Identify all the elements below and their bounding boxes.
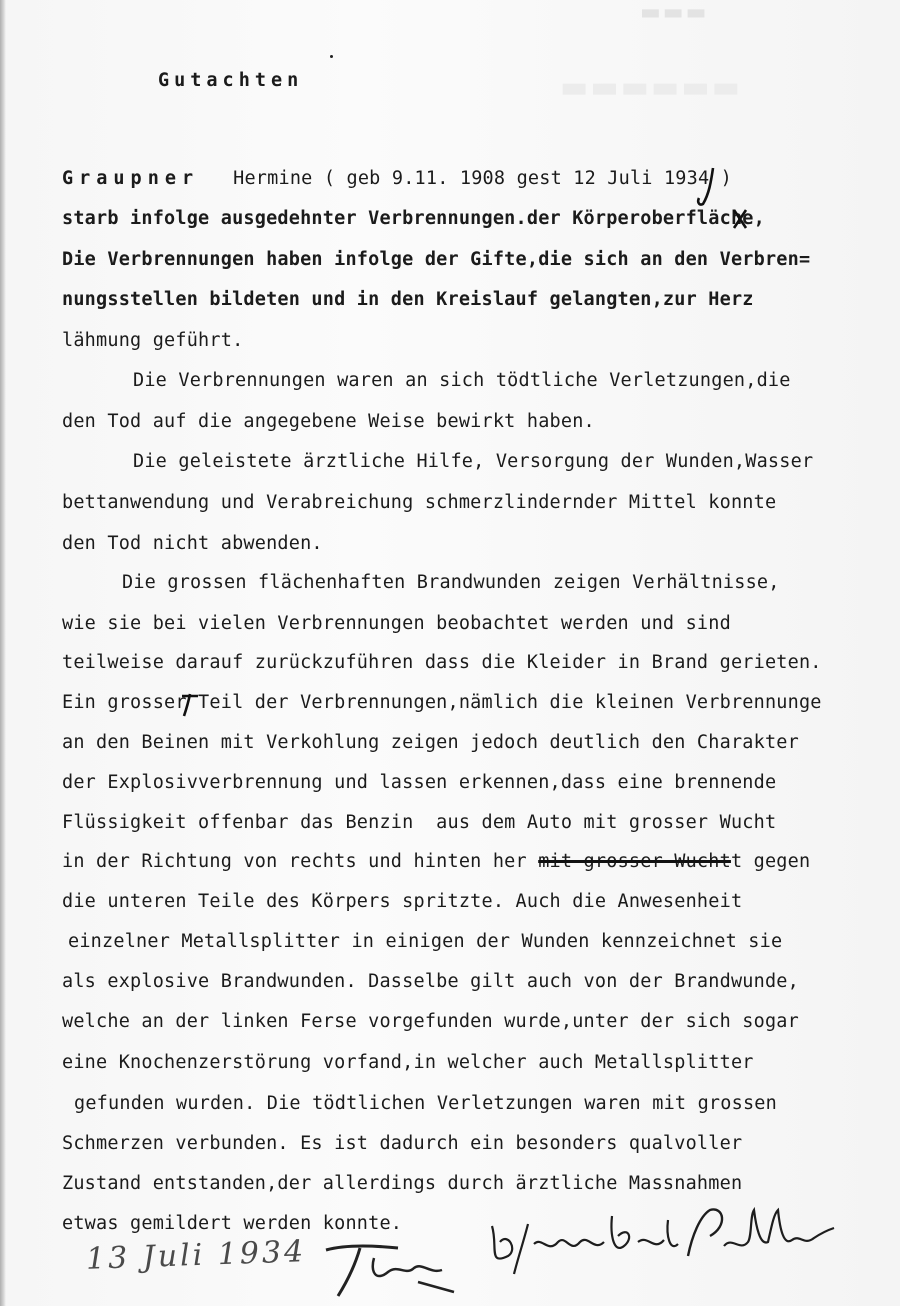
document-line: Die Verbrennungen haben infolge der Gifte,die sich an den Verbren= bbox=[62, 249, 811, 270]
line-1-rest: Hermine ( geb 9.11. 1908 gest 12 Juli 1934 ) bbox=[199, 168, 732, 189]
document-line: Die Verbrennungen waren an sich tödtliche Verletzungen,die bbox=[133, 370, 791, 391]
signature-initials bbox=[318, 1232, 458, 1302]
document-line: als explosive Brandwunden. Dasselbe gilt auch von der Brandwunde, bbox=[62, 971, 799, 992]
scan-edge-shadow bbox=[0, 0, 6, 1306]
bleed-through-mark: ▬▬▬▬▬▬ bbox=[560, 70, 743, 105]
document-line: Schmerzen verbunden. Es ist dadurch ein besonders qualvoller bbox=[62, 1133, 743, 1154]
document-line: lähmung geführt. bbox=[62, 330, 244, 351]
document-line: gefunden wurden. Die tödtlichen Verletzungen waren mit grossen bbox=[74, 1093, 777, 1114]
text-line-1 bbox=[62, 170, 732, 189]
line-text: in der Richtung von rechts und hinten her bbox=[62, 851, 527, 872]
document-line: wie sie bei vielen Verbrennungen beobachtet werden und sind bbox=[62, 613, 731, 634]
struck-out-text: mit grosser Wucht bbox=[538, 851, 731, 872]
handwritten-date: 13 Juli 1934 bbox=[85, 1234, 307, 1277]
text-line-struck bbox=[62, 853, 810, 872]
document-line: einzelner Metallsplitter in einigen der Wunden kennzeichnet sie bbox=[68, 931, 783, 952]
signature-doctor bbox=[478, 1196, 838, 1286]
line-text-tail: t gegen bbox=[730, 851, 811, 872]
surname: Graupner bbox=[62, 168, 200, 189]
document-line: Zustand entstanden,der allerdings durch ärztliche Massnahmen bbox=[62, 1173, 743, 1194]
ink-correction-mark bbox=[693, 164, 723, 208]
ink-dot bbox=[330, 55, 333, 58]
document-heading: Gutachten bbox=[158, 70, 304, 91]
document-line: den Tod auf die angegebene Weise bewirkt haben. bbox=[62, 411, 595, 432]
document-line: die unteren Teile des Körpers spritzte. Auch die Anwesenheit bbox=[62, 891, 743, 912]
document-line: Die geleistete ärztliche Hilfe, Versorgung der Wunden,Wasser bbox=[133, 451, 814, 472]
bleed-through-mark: ▬▬▬ bbox=[640, 0, 709, 25]
document-line: welche an der linken Ferse vorgefunden wurde,unter der sich sogar bbox=[62, 1011, 799, 1032]
document-line: an den Beinen mit Verkohlung zeigen jedoch deutlich den Charakter bbox=[62, 732, 799, 753]
document-line: teilweise darauf zurückzuführen dass die Kleider in Brand gerieten. bbox=[62, 652, 822, 673]
document-line: Flüssigkeit offenbar das Benzin aus dem Auto mit grosser Wucht bbox=[62, 812, 777, 833]
document-line: eine Knochenzerstörung vorfand,in welcher auch Metallsplitter bbox=[62, 1052, 754, 1073]
ink-correction-mark bbox=[178, 688, 202, 720]
document-line: Ein grosser Teil der Verbrennungen,nämlich die kleinen Verbrennunge bbox=[62, 692, 822, 713]
document-line: etwas gemildert werden konnte. bbox=[62, 1213, 403, 1234]
ink-correction-mark bbox=[730, 204, 750, 234]
document-line: nungsstellen bildeten und in den Kreislauf gelangten,zur Herz bbox=[62, 289, 754, 310]
document-line: der Explosivverbrennung und lassen erkennen,dass eine brennende bbox=[62, 772, 777, 793]
document-line: den Tod nicht abwenden. bbox=[62, 533, 323, 554]
document-line: starb infolge ausgedehnter Verbrennungen.der Körperoberfläche, bbox=[62, 208, 765, 229]
document-line: bettanwendung und Verabreichung schmerzlindernder Mittel konnte bbox=[62, 492, 777, 513]
document-line: Die grossen flächenhaften Brandwunden zeigen Verhältnisse, bbox=[122, 572, 780, 593]
